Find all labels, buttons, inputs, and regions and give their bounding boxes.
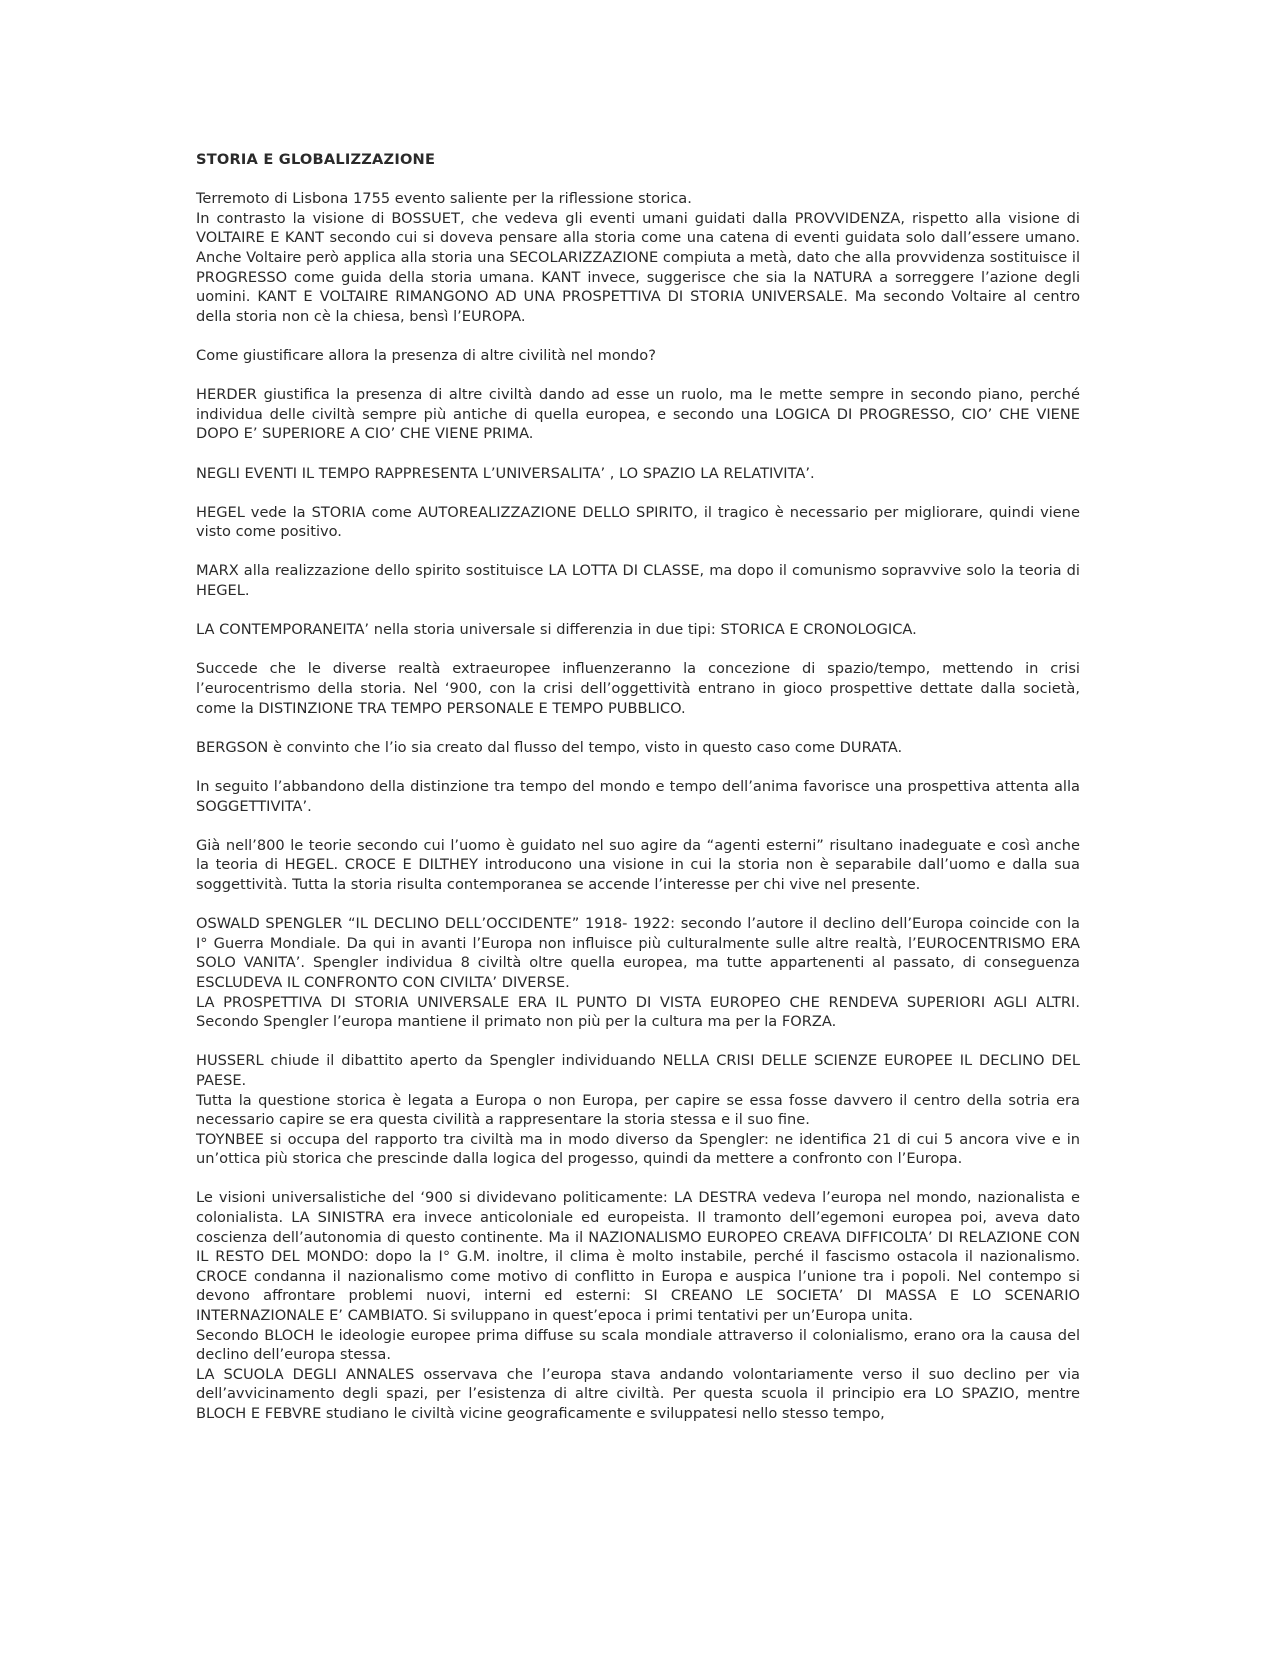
document-page (196, 150, 1080, 1424)
paragraph: BERGSON è convinto che l’io sia creato dal flusso del tempo, visto in questo caso come DURATA. (196, 738, 903, 756)
paragraph: TOYNBEE si occupa del rapporto tra civiltà ma in modo diverso da Spengler: ne identifica 21 di cui 5 ancora vive e in un’ottica più storica che prescinde dalla logica del progesso, quindi da mettere a confronto con l’Europa. (196, 1130, 1080, 1168)
paragraph: Già nell’800 le teorie secondo cui l’uomo è guidato nel suo agire da “agenti esterni” risultano inadeguate e così anche la teoria di HEGEL. CROCE E DILTHEY introducono una visione in cui la storia non è separabile dall’uomo e dalla sua soggettività. Tutta la storia risulta contemporanea se accende l’interesse per chi vive nel presente. (196, 836, 1080, 893)
paragraph: Come giustificare allora la presenza di altre civilità nel mondo? (196, 346, 656, 364)
paragraph: OSWALD SPENGLER “IL DECLINO DELL’OCCIDENTE” 1918- 1922: secondo l’autore il declino dell’Europa coincide con la I° Guerra Mondiale. Da qui in avanti l’Europa non influisce più culturalmente sulle altre realtà, l’EUROCENTRISMO ERA SOLO VANITA’. Spengler individua 8 civiltà oltre quella europea, ma tutte appartenenti al passato, di conseguenza ESCLUDEVA IL CONFRONTO CON CIVILTA’ DIVERSE. (196, 915, 1080, 991)
paragraph: MARX alla realizzazione dello spirito sostituisce LA LOTTA DI CLASSE, ma dopo il comunismo sopravvive solo la teoria di HEGEL. (196, 562, 1080, 600)
paragraph: LA PROSPETTIVA DI STORIA UNIVERSALE ERA IL PUNTO DI VISTA EUROPEO CHE RENDEVA SUPERIORI AGLI ALTRI. Secondo Spengler l’europa mantiene il primato non più per la cultura ma per la FORZA. (196, 993, 1080, 1031)
paragraph: HERDER giustifica la presenza di altre civiltà dando ad esse un ruolo, ma le mette sempre in secondo piano, perché individua delle civiltà sempre più antiche di quella europea, e secondo una LOGICA DI PROGRESSO, CIO’ CHE VIENE DOPO E’ SUPERIORE A CIO’ CHE VIENE PRIMA. (196, 386, 1080, 443)
paragraph: Le visioni universalistiche del ‘900 si dividevano politicamente: LA DESTRA vedeva l’europa nel mondo, nazionalista e colonialista. LA SINISTRA era invece anticoloniale ed europeista. Il tramonto dell’egemoni europea poi, aveva dato coscienza dell’autonomia di questo continente. Ma il NAZIONALISMO EUROPEO CREAVA DIFFICOLTA’ DI RELAZIONE CON IL RESTO DEL MONDO: dopo la I° G.M. inoltre, il clima è molto instabile, perché il fascismo ostacola il nazionalismo. CROCE condanna il nazionalismo come motivo di conflitto in Europa e auspica l’unione tra i popoli. Nel contempo si devono affrontare problemi nuovi, interni ed esterni: SI CREANO LE SOCIETA’ DI MASSA E LO SCENARIO INTERNAZIONALE E’ CAMBIATO. Si sviluppano in quest’epoca i primi tentativi per un’Europa unita. (196, 1189, 1080, 1325)
paragraph: HUSSERL chiude il dibattito aperto da Spengler individuando NELLA CRISI DELLE SCIENZE EUROPEE IL DECLINO DEL PAESE. (196, 1052, 1080, 1089)
paragraph: NEGLI EVENTI IL TEMPO RAPPRESENTA L’UNIVERSALITA’ , LO SPAZIO LA RELATIVITA’. (196, 464, 815, 482)
paragraph: In contrasto la visione di BOSSUET, che vedeva gli eventi umani guidati dalla PROVVIDENZA, rispetto alla visione di VOLTAIRE E KANT secondo cui si doveva pensare alla storia come una catena di eventi guidata solo dall’essere umano. Anche Voltaire però applica alla storia una SECOLARIZZAZIONE compiuta a metà, dato che alla provvidenza sostituisce il PROGRESSO come guida della storia umana. KANT invece, suggerisce che sia la NATURA a sorreggere l’azione degli uomini. KANT E VOLTAIRE RIMANGONO AD UNA PROSPETTIVA DI STORIA UNIVERSALE. Ma secondo Voltaire al centro della storia non cè la chiesa, bensì l’EUROPA. (196, 209, 1080, 325)
document-title: STORIA E GLOBALIZZAZIONE (196, 151, 436, 168)
document-body (196, 189, 1080, 1423)
paragraph: LA SCUOLA DEGLI ANNALES osservava che l’europa stava andando volontariamente verso il suo declino per via dell’avvicinamento degli spazi, per l’esistenza di altre civiltà. Per questa scuola il principio era LO SPAZIO, mentre BLOCH E FEBVRE studiano le civiltà vicine geograficamente e sviluppatesi nello stesso tempo, (196, 1365, 1080, 1422)
paragraph: LA CONTEMPORANEITA’ nella storia universale si differenzia in due tipi: STORICA E CRONOLOGICA. (196, 621, 917, 639)
paragraph: Terremoto di Lisbona 1755 evento saliente per la riflessione storica. (196, 190, 692, 208)
paragraph: Succede che le diverse realtà extraeuropee influenzeranno la concezione di spazio/tempo, mettendo in crisi l’eurocentrismo della storia. Nel ‘900, con la crisi dell’oggettività entrano in gioco prospettive dettate dalla società, come la DISTINZIONE TRA TEMPO PERSONALE E TEMPO PUBBLICO. (196, 660, 1080, 717)
paragraph: Secondo BLOCH le ideologie europee prima diffuse su scala mondiale attraverso il colonialismo, erano ora la causa del declino dell’europa stessa. (196, 1326, 1080, 1364)
paragraph: Tutta la questione storica è legata a Europa o non Europa, per capire se essa fosse davvero il centro della sotria era necessario capire se era questa civilità a rappresentare la storia stessa e il suo fine. (196, 1091, 1080, 1129)
paragraph: In seguito l’abbandono della distinzione tra tempo del mondo e tempo dell’anima favorisce una prospettiva attenta alla SOGGETTIVITA’. (196, 778, 1080, 815)
paragraph: HEGEL vede la STORIA come AUTOREALIZZAZIONE DELLO SPIRITO, il tragico è necessario per migliorare, quindi viene visto come positivo. (196, 503, 1080, 541)
